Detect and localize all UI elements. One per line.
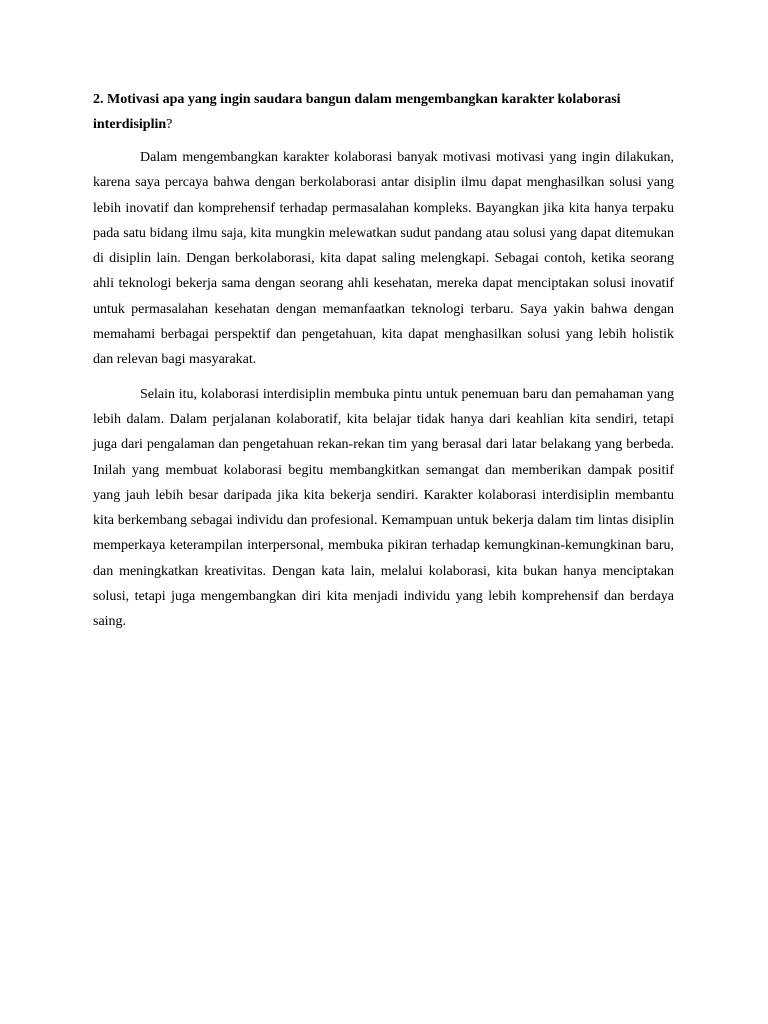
question-heading xyxy=(93,87,674,137)
answer-paragraph-2: Selain itu, kolaborasi interdisiplin membuka pintu untuk penemuan baru dan pemahaman yang lebih dalam. Dalam perjalanan kolaboratif, kita belajar tidak hanya dari keahlian kita sendiri, tetapi juga dari pengalaman dan pengetahuan rekan-rekan tim yang berasal dari latar belakang yang berbeda. Inilah yang membuat kolaborasi begitu membangkitkan semangat dan memberikan dampak positif yang jauh lebih besar daripada jika kita bekerja sendiri. Karakter kolaborasi interdisiplin membantu kita berkembang sebagai individu dan profesional. Kemampuan untuk bekerja dalam tim lintas disiplin memperkaya keterampilan interpersonal, membuka pikiran terhadap kemungkinan-kemungkinan baru, dan meningkatkan kreativitas. Dengan kata lain, melalui kolaborasi, kita bukan hanya menciptakan solusi, tetapi juga mengembangkan diri kita menjadi individu yang lebih komprehensif dan berdaya saing. xyxy=(93,386,674,630)
document-page xyxy=(93,87,674,644)
answer-paragraph-1: Dalam mengembangkan karakter kolaborasi banyak motivasi motivasi yang ingin dilakukan, karena saya percaya bahwa dengan berkolaborasi antar disiplin ilmu dapat menghasilkan solusi yang lebih inovatif dan komprehensif terhadap permasalahan kompleks. Bayangkan jika kita hanya terpaku pada satu bidang ilmu saja, kita mungkin melewatkan sudut pandang atau solusi yang dapat ditemukan di disiplin lain. Dengan berkolaborasi, kita dapat saling melengkapi. Sebagai contoh, ketika seorang ahli teknologi bekerja sama dengan seorang ahli kesehatan, mereka dapat menciptakan solusi inovatif untuk permasalahan kesehatan dengan memanfaatkan teknologi terbaru. Saya yakin bahwa dengan memahami berbagai perspektif dan pengetahuan, kita dapat menghasilkan solusi yang lebih holistik dan relevan bagi masyarakat. xyxy=(93,150,674,368)
question-mark: ? xyxy=(166,117,173,132)
question-text: 2. Motivasi apa yang ingin saudara bangun dalam mengembangkan karakter kolaborasi interdisiplin xyxy=(93,92,621,132)
